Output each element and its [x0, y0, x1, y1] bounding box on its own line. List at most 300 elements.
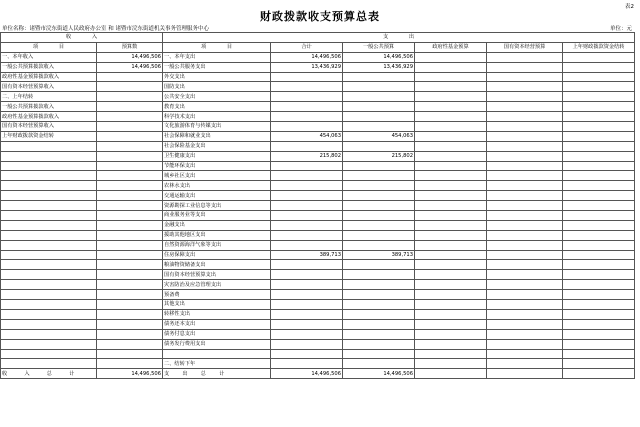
expense-fund-cell [415, 191, 487, 201]
expense-total-cell [271, 211, 343, 221]
expense-fund-cell [415, 319, 487, 329]
income-item-label [1, 290, 97, 300]
expense-transfer-cell [563, 82, 635, 92]
table-row [1, 349, 635, 359]
expense-general-cell [343, 211, 415, 221]
income-item-label [1, 181, 97, 191]
income-item-label [1, 220, 97, 230]
expense-general-cell [343, 161, 415, 171]
expense-general-cell [343, 82, 415, 92]
expense-general-cell [343, 260, 415, 270]
income-item-value [97, 319, 163, 329]
income-item-label [1, 240, 97, 250]
expense-transfer-cell [563, 201, 635, 211]
table-row [1, 309, 635, 319]
income-item-label [1, 319, 97, 329]
expense-total-transfer [563, 369, 635, 379]
income-total-value: 14,496,506 [97, 369, 163, 379]
expense-transfer-cell [563, 260, 635, 270]
expense-fund-cell [415, 230, 487, 240]
expense-general-cell [343, 359, 415, 369]
expense-general-cell [343, 240, 415, 250]
expense-item-label: 住房保障支出 [163, 250, 271, 260]
income-item-label [1, 260, 97, 270]
expense-item-label [163, 349, 271, 359]
table-row [1, 359, 635, 369]
expense-general-cell: 389,713 [343, 250, 415, 260]
income-item-label [1, 300, 97, 310]
expense-total-cell [271, 191, 343, 201]
table-row [1, 230, 635, 240]
expense-item-label: 转移性支出 [163, 309, 271, 319]
expense-state-capital-cell [487, 240, 563, 250]
expense-fund-cell [415, 329, 487, 339]
expense-general-cell [343, 319, 415, 329]
unit-name: 单位名称：诸暨市浣东街道人民政府办公室 和 诸暨市浣东街道机关事务管理服务中心 [2, 26, 209, 32]
income-item-label [1, 201, 97, 211]
expense-total-cell [271, 141, 343, 151]
expense-fund-cell [415, 82, 487, 92]
expense-state-capital-cell [487, 270, 563, 280]
income-item-label [1, 250, 97, 260]
expense-transfer-cell [563, 161, 635, 171]
expense-state-capital-cell [487, 112, 563, 122]
expense-item-label: 商业服务业等支出 [163, 211, 271, 221]
table-row [1, 141, 635, 151]
expense-general-cell [343, 201, 415, 211]
income-item-label: 国有资本经营预算收入 [1, 122, 97, 132]
expense-total-cell: 454,063 [271, 131, 343, 141]
expense-fund-cell [415, 359, 487, 369]
expense-fund-cell [415, 122, 487, 132]
expense-general-cell [343, 230, 415, 240]
expense-total-cell [271, 359, 343, 369]
expense-state-capital-cell [487, 181, 563, 191]
table-row [1, 62, 635, 72]
expense-transfer-cell [563, 280, 635, 290]
table-row [1, 201, 635, 211]
expense-fund-cell [415, 201, 487, 211]
expense-state-capital-cell [487, 171, 563, 181]
income-item-value [97, 72, 163, 82]
expense-item-label: 教育支出 [163, 102, 271, 112]
income-group-header: 收 入 [1, 33, 163, 43]
expense-item-label: 资源勘探工业信息等支出 [163, 201, 271, 211]
expense-state-capital-cell [487, 359, 563, 369]
expense-transfer-cell [563, 240, 635, 250]
expense-fund-cell [415, 161, 487, 171]
expense-general-cell [343, 339, 415, 349]
expense-transfer-cell [563, 250, 635, 260]
income-item-value [97, 220, 163, 230]
expense-transfer-cell [563, 181, 635, 191]
expense-transfer-cell [563, 72, 635, 82]
expense-total-cell [271, 329, 343, 339]
expense-fund-cell [415, 171, 487, 181]
expense-fund-cell [415, 270, 487, 280]
expense-item-label: 城乡社区支出 [163, 171, 271, 181]
expense-transfer-cell [563, 92, 635, 102]
expense-state-capital-cell [487, 250, 563, 260]
expense-general-cell [343, 191, 415, 201]
expense-fund-cell [415, 220, 487, 230]
expense-total-cell [271, 309, 343, 319]
income-item-value [97, 122, 163, 132]
table-row [1, 220, 635, 230]
income-item-value [97, 359, 163, 369]
expense-general-cell [343, 122, 415, 132]
expense-fund-cell [415, 240, 487, 250]
table-row [1, 102, 635, 112]
expense-transfer-cell [563, 122, 635, 132]
expense-fund-cell [415, 290, 487, 300]
expense-total-cell [271, 201, 343, 211]
expense-state-capital-cell [487, 211, 563, 221]
income-item-label [1, 161, 97, 171]
income-item-label [1, 280, 97, 290]
income-item-label [1, 141, 97, 151]
table-row [1, 270, 635, 280]
expense-general-cell [343, 280, 415, 290]
expense-total-cell [271, 339, 343, 349]
expense-general-cell: 13,436,929 [343, 62, 415, 72]
expense-item-label: 社会保险基金支出 [163, 141, 271, 151]
income-item-value [97, 211, 163, 221]
table-row [1, 181, 635, 191]
income-item-value: 14,496,506 [97, 62, 163, 72]
table-row [1, 72, 635, 82]
expense-total-cell: 13,436,929 [271, 62, 343, 72]
expense-general-cell [343, 102, 415, 112]
expense-item-label: 卫生健康支出 [163, 151, 271, 161]
expense-item-label: 外交支出 [163, 72, 271, 82]
expense-state-capital-cell [487, 92, 563, 102]
income-item-value [97, 151, 163, 161]
expense-item-label: 灾害防治及应急管理支出 [163, 280, 271, 290]
expense-general-cell [343, 329, 415, 339]
expense-total-cell [271, 270, 343, 280]
expense-fund-cell [415, 280, 487, 290]
expense-total-cell [271, 290, 343, 300]
expense-item-label: 文化旅游体育与传媒支出 [163, 122, 271, 132]
income-item-label: 二、上年结转 [1, 92, 97, 102]
expense-item-label: 一、本年支出 [163, 52, 271, 62]
expense-transfer-cell [563, 211, 635, 221]
expense-fund-cell [415, 131, 487, 141]
expense-state-capital-cell [487, 280, 563, 290]
expense-item-label: 社会保障和就业支出 [163, 131, 271, 141]
expense-transfer-cell [563, 62, 635, 72]
col-transfer: 上年财政拨款资金结转 [563, 42, 635, 52]
expense-transfer-cell [563, 309, 635, 319]
expense-total-general: 14,496,506 [343, 369, 415, 379]
income-item-value [97, 280, 163, 290]
expense-total-cell: 14,496,506 [271, 52, 343, 62]
expense-general-cell [343, 220, 415, 230]
income-item-value [97, 270, 163, 280]
income-item-value [97, 181, 163, 191]
expense-transfer-cell [563, 300, 635, 310]
expense-transfer-cell [563, 359, 635, 369]
col-income-item: 项 目 [1, 42, 97, 52]
expense-item-label: 一般公共服务支出 [163, 62, 271, 72]
expense-total-cell [271, 240, 343, 250]
expense-general-cell [343, 270, 415, 280]
expense-state-capital-cell [487, 300, 563, 310]
income-item-label [1, 151, 97, 161]
expense-item-label: 其他支出 [163, 300, 271, 310]
expense-transfer-cell [563, 230, 635, 240]
expense-transfer-cell [563, 171, 635, 181]
expense-transfer-cell [563, 191, 635, 201]
total-row [1, 369, 635, 379]
expense-state-capital-cell [487, 329, 563, 339]
income-item-label [1, 191, 97, 201]
expense-item-label: 农林水支出 [163, 181, 271, 191]
expense-transfer-cell [563, 52, 635, 62]
expense-item-label: 自然资源海洋气象等支出 [163, 240, 271, 250]
income-item-value [97, 82, 163, 92]
expense-fund-cell [415, 260, 487, 270]
expense-total-label: 支 出 总 计 [163, 369, 271, 379]
income-item-value [97, 201, 163, 211]
expense-fund-cell [415, 211, 487, 221]
table-row [1, 82, 635, 92]
expense-item-label: 金融支出 [163, 220, 271, 230]
expense-transfer-cell [563, 329, 635, 339]
income-item-value [97, 112, 163, 122]
table-tag: 表2 [625, 4, 634, 10]
income-item-value [97, 309, 163, 319]
expense-state-capital-cell [487, 230, 563, 240]
expense-state-capital-cell [487, 319, 563, 329]
expense-item-label: 公共安全支出 [163, 92, 271, 102]
expense-transfer-cell [563, 349, 635, 359]
expense-total-cell [271, 161, 343, 171]
expense-state-capital-cell [487, 141, 563, 151]
income-item-value [97, 250, 163, 260]
table-row [1, 280, 635, 290]
expense-total-cell [271, 280, 343, 290]
column-header-row [1, 42, 635, 52]
income-item-label [1, 329, 97, 339]
expense-total-cell [271, 230, 343, 240]
expense-general-cell: 14,496,506 [343, 52, 415, 62]
income-item-label: 政府性基金预算拨款收入 [1, 72, 97, 82]
expense-fund-cell [415, 52, 487, 62]
table-row [1, 240, 635, 250]
income-item-label [1, 171, 97, 181]
expense-total-cell [271, 82, 343, 92]
income-item-label [1, 270, 97, 280]
expense-fund-cell [415, 141, 487, 151]
expense-transfer-cell [563, 131, 635, 141]
income-item-label [1, 211, 97, 221]
expense-state-capital-cell [487, 102, 563, 112]
income-item-label [1, 230, 97, 240]
expense-total-value: 14,496,506 [271, 369, 343, 379]
expense-total-cell [271, 102, 343, 112]
expense-general-cell: 215,802 [343, 151, 415, 161]
expense-state-capital-cell [487, 260, 563, 270]
col-total: 合计 [271, 42, 343, 52]
table-row [1, 191, 635, 201]
expense-transfer-cell [563, 141, 635, 151]
income-item-label: 政府性基金预算拨款收入 [1, 112, 97, 122]
expense-total-fund [415, 369, 487, 379]
expense-general-cell [343, 72, 415, 82]
expense-state-capital-cell [487, 161, 563, 171]
income-item-value [97, 349, 163, 359]
expense-item-label: 债务还本支出 [163, 319, 271, 329]
income-item-label: 一般公共预算拨款收入 [1, 62, 97, 72]
table-row [1, 300, 635, 310]
expense-general-cell [343, 349, 415, 359]
expense-item-label: 节能环保支出 [163, 161, 271, 171]
expense-general-cell [343, 92, 415, 102]
income-item-label [1, 359, 97, 369]
expense-total-cell [271, 260, 343, 270]
expense-state-capital-cell [487, 201, 563, 211]
income-item-label: 一、本年收入 [1, 52, 97, 62]
expense-state-capital-cell [487, 290, 563, 300]
expense-fund-cell [415, 309, 487, 319]
table-row [1, 122, 635, 132]
expense-total-cell [271, 92, 343, 102]
expense-transfer-cell [563, 270, 635, 280]
income-item-label: 上年财政拨款资金结转 [1, 131, 97, 141]
income-item-value [97, 141, 163, 151]
table-row [1, 250, 635, 260]
table-row [1, 339, 635, 349]
income-item-label: 一般公共预算拨款收入 [1, 102, 97, 112]
col-fund-budget: 政府性基金预算 [415, 42, 487, 52]
expense-state-capital-cell [487, 191, 563, 201]
income-item-value [97, 191, 163, 201]
table-row [1, 52, 635, 62]
expense-total-cell [271, 72, 343, 82]
table-row [1, 329, 635, 339]
expense-total-cell [271, 220, 343, 230]
expense-fund-cell [415, 339, 487, 349]
income-item-value [97, 339, 163, 349]
expense-fund-cell [415, 300, 487, 310]
table-row [1, 211, 635, 221]
expense-total-cell [271, 349, 343, 359]
expense-general-cell [343, 171, 415, 181]
expense-item-label: 预备费 [163, 290, 271, 300]
income-item-label [1, 349, 97, 359]
table-row [1, 131, 635, 141]
income-item-value [97, 329, 163, 339]
income-item-label: 国有资本经营预算收入 [1, 82, 97, 92]
expense-transfer-cell [563, 290, 635, 300]
expense-state-capital-cell [487, 131, 563, 141]
expense-state-capital-cell [487, 151, 563, 161]
table-row [1, 151, 635, 161]
expense-total-cell [271, 112, 343, 122]
group-header-row [1, 33, 635, 43]
col-general-budget: 一般公共预算 [343, 42, 415, 52]
unit-measure: 单位：元 [609, 26, 632, 32]
expense-fund-cell [415, 112, 487, 122]
expense-fund-cell [415, 181, 487, 191]
table-row [1, 161, 635, 171]
expense-general-cell [343, 290, 415, 300]
expense-total-cell [271, 300, 343, 310]
income-item-value [97, 92, 163, 102]
income-item-label [1, 339, 97, 349]
expense-transfer-cell [563, 151, 635, 161]
table-row [1, 290, 635, 300]
income-item-value [97, 260, 163, 270]
expense-general-cell [343, 112, 415, 122]
expense-total-cell [271, 181, 343, 191]
expense-transfer-cell [563, 339, 635, 349]
expense-transfer-cell [563, 220, 635, 230]
expense-total-cell [271, 171, 343, 181]
income-item-value [97, 240, 163, 250]
table-row [1, 112, 635, 122]
expense-total-state-capital [487, 369, 563, 379]
expense-item-label: 国有资本经营预算支出 [163, 270, 271, 280]
expense-transfer-cell [563, 102, 635, 112]
expense-general-cell [343, 300, 415, 310]
expense-fund-cell [415, 102, 487, 112]
income-item-value [97, 300, 163, 310]
table-row [1, 319, 635, 329]
expense-fund-cell [415, 349, 487, 359]
expense-general-cell: 454,063 [343, 131, 415, 141]
income-item-value [97, 161, 163, 171]
expense-fund-cell [415, 250, 487, 260]
expense-state-capital-cell [487, 349, 563, 359]
expense-state-capital-cell [487, 82, 563, 92]
table-row [1, 92, 635, 102]
expense-item-label: 债务发行费用支出 [163, 339, 271, 349]
expense-fund-cell [415, 72, 487, 82]
expense-general-cell [343, 141, 415, 151]
expense-item-label: 交通运输支出 [163, 191, 271, 201]
income-total-label: 收 入 总 计 [1, 369, 97, 379]
expense-fund-cell [415, 92, 487, 102]
income-item-value [97, 102, 163, 112]
income-item-value [97, 131, 163, 141]
expense-item-label: 粮油物资储备支出 [163, 260, 271, 270]
expense-item-label: 债务付息支出 [163, 329, 271, 339]
income-item-label [1, 309, 97, 319]
income-item-value [97, 290, 163, 300]
expense-group-header: 支 出 [163, 33, 635, 43]
expense-state-capital-cell [487, 339, 563, 349]
income-item-value [97, 171, 163, 181]
col-budget: 预算数 [97, 42, 163, 52]
expense-general-cell [343, 309, 415, 319]
expense-item-label: 国防支出 [163, 82, 271, 92]
expense-total-cell: 389,713 [271, 250, 343, 260]
col-state-capital: 国有资本经营预算 [487, 42, 563, 52]
expense-fund-cell [415, 62, 487, 72]
expense-state-capital-cell [487, 220, 563, 230]
expense-state-capital-cell [487, 309, 563, 319]
expense-total-cell [271, 122, 343, 132]
expense-total-cell: 215,802 [271, 151, 343, 161]
income-item-value: 14,496,506 [97, 52, 163, 62]
table-row [1, 260, 635, 270]
expense-transfer-cell [563, 319, 635, 329]
expense-total-cell [271, 319, 343, 329]
expense-fund-cell [415, 151, 487, 161]
